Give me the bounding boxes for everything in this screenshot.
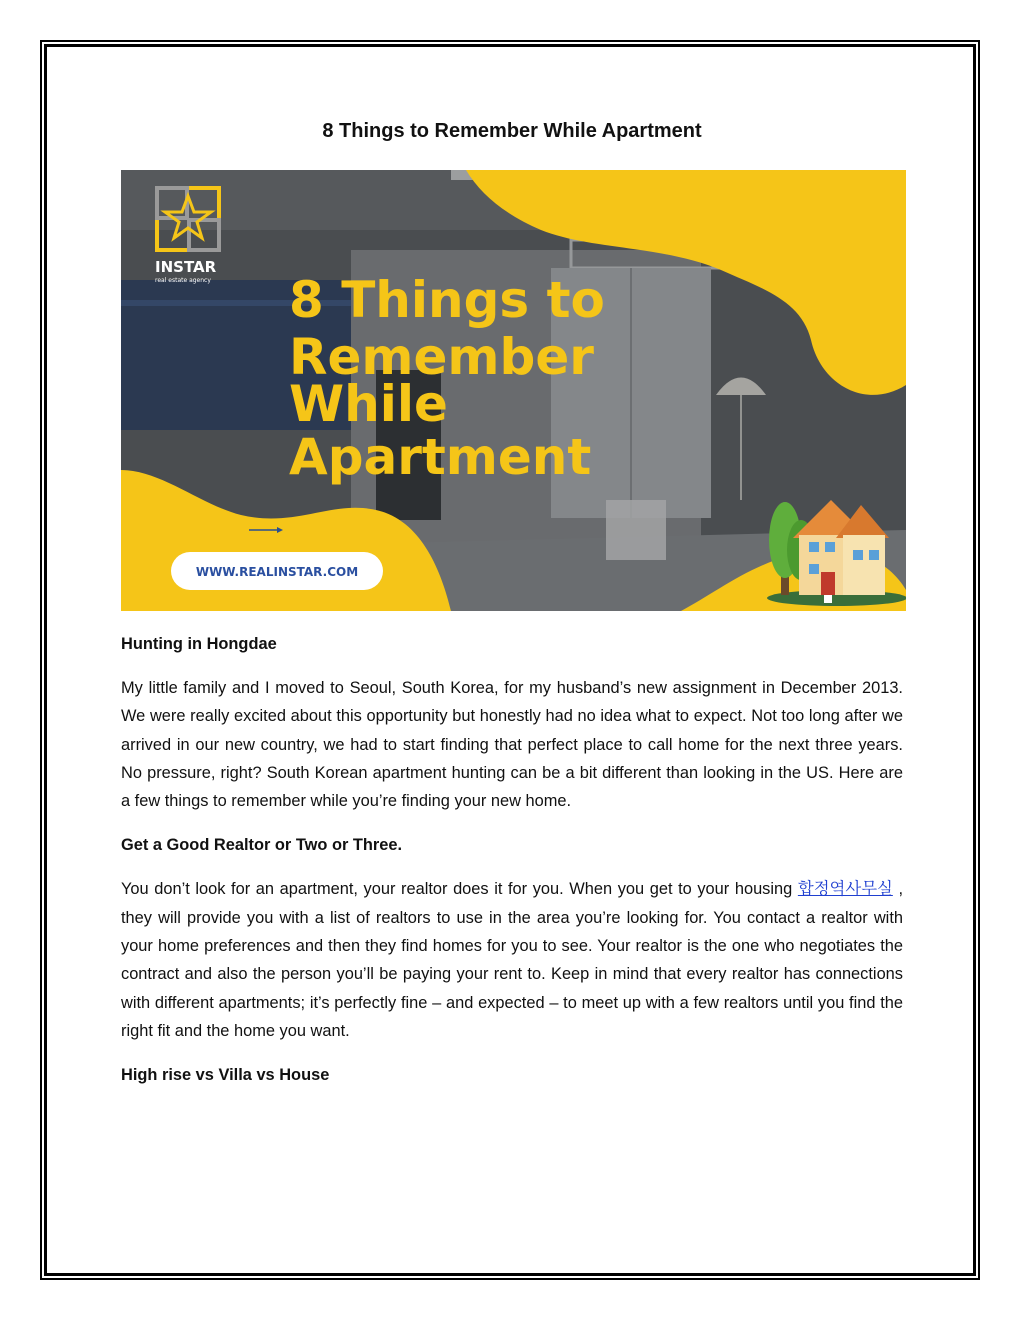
paragraph-realtor (121, 875, 903, 1045)
paragraph-realtor-start: You don’t look for an apartment, your realtor does it for you. When you get to your housing (121, 880, 798, 899)
headline-line-3: While (289, 375, 448, 433)
heading-get-a-good-realtor: Get a Good Realtor or Two or Three. (121, 836, 403, 855)
website-button[interactable] (171, 552, 383, 590)
paragraph-hunting: My little family and I moved to Seoul, South Korea, for my husband’s new assignment in December 2013. We were really excited about this opportunity but honestly had no idea what to expect. Not too long after we arrived in our new country, we had to start finding that perfect place to call home for the next three years. No pressure, right? South Korean apartment hunting can be a bit different than looking in the US. Here are a few things to remember while you’re finding your new home. (121, 679, 903, 811)
hero-banner (121, 170, 906, 611)
heading-hunting-in-hongdae: Hunting in Hongdae (121, 635, 277, 653)
headline-line-1: 8 Things to (289, 271, 605, 329)
article-body (121, 630, 903, 1089)
realtor-office-link[interactable]: 합정역사무실 (797, 879, 893, 899)
brand-name: INSTAR (155, 258, 217, 276)
paragraph-realtor-rest: , they will provide you with a list of realtors to use in the area you’re looking for. You contact a realtor with your home preferences and then they find homes for you to see. Your realtor is the one who negotiates the contract and also the person you’ll be paying your rent to. Keep in mind that every realtor has connections with different apartments; it’s perfectly fine – and expected – to meet up with a few realtors until you find the right fit and the home you want. (121, 880, 904, 1040)
document-title: 8 Things to Remember While Apartment (322, 120, 702, 142)
website-label: WWW.REALINSTAR.COM (195, 565, 359, 579)
headline-line-4: Apartment (289, 428, 592, 486)
headline-line-2: Remember (289, 328, 594, 386)
brand-tagline: real estate agency (155, 277, 211, 284)
heading-high-rise-vs-villa: High rise vs Villa vs House (121, 1066, 330, 1085)
